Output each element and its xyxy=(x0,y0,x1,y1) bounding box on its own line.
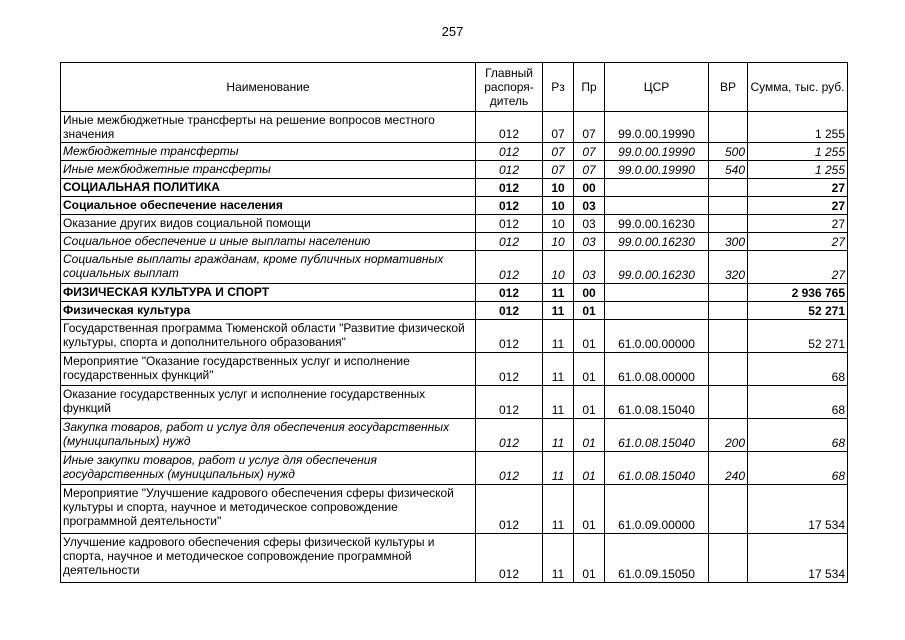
page-number: 257 xyxy=(441,24,464,39)
row-main-manager-cell: 012 xyxy=(476,534,543,583)
row-sum-cell: 27 xyxy=(748,233,848,251)
row-rz-cell: 11 xyxy=(543,485,574,534)
row-sum-cell: 68 xyxy=(748,353,848,386)
row-vr-cell xyxy=(709,302,748,320)
row-csr-cell: 61.0.09.00000 xyxy=(605,485,709,534)
table-row xyxy=(61,353,848,386)
table-row xyxy=(61,485,848,534)
row-main-manager-cell: 012 xyxy=(476,143,543,161)
row-name-cell: Социальные выплаты гражданам, кроме публичных нормативных социальных выплат xyxy=(61,251,476,284)
row-name-cell: Иные закупки товаров, работ и услуг для обеспечения государственных (муниципальных) нужд xyxy=(61,452,476,485)
row-vr-cell: 200 xyxy=(709,419,748,452)
table-row xyxy=(61,320,848,353)
table-row xyxy=(61,215,848,233)
row-name-cell: Межбюджетные трансферты xyxy=(61,143,476,161)
table-header-row xyxy=(61,63,848,112)
header-main-manager: Главный распоря-дитель xyxy=(476,63,543,112)
row-main-manager-cell: 012 xyxy=(476,302,543,320)
row-name-cell: Улучшение кадрового обеспечения сферы физической культуры и спорта, научное и методическое сопровождение программной деятельности xyxy=(61,534,476,583)
row-vr-cell: 540 xyxy=(709,161,748,179)
table-row xyxy=(61,251,848,284)
row-rz-cell: 10 xyxy=(543,197,574,215)
row-rz-cell: 10 xyxy=(543,251,574,284)
row-main-manager-cell: 012 xyxy=(476,386,543,419)
row-csr-cell: 99.0.00.19990 xyxy=(605,112,709,143)
row-main-manager-cell: 012 xyxy=(476,320,543,353)
row-pr-cell: 00 xyxy=(574,179,605,197)
budget-table xyxy=(60,62,848,583)
row-rz-cell: 10 xyxy=(543,233,574,251)
row-pr-cell: 01 xyxy=(574,452,605,485)
row-csr-cell xyxy=(605,284,709,302)
row-rz-cell: 11 xyxy=(543,534,574,583)
row-pr-cell: 03 xyxy=(574,215,605,233)
table-row xyxy=(61,161,848,179)
row-sum-cell: 17 534 xyxy=(748,485,848,534)
row-rz-cell: 11 xyxy=(543,320,574,353)
table-row xyxy=(61,143,848,161)
row-pr-cell: 03 xyxy=(574,197,605,215)
row-pr-cell: 01 xyxy=(574,302,605,320)
header-sum: Сумма, тыс. руб. xyxy=(748,63,848,112)
row-vr-cell xyxy=(709,215,748,233)
table-row xyxy=(61,179,848,197)
row-name-cell: Закупка товаров, работ и услуг для обеспечения государственных (муниципальных) нужд xyxy=(61,419,476,452)
row-pr-cell: 03 xyxy=(574,251,605,284)
row-csr-cell: 99.0.00.19990 xyxy=(605,143,709,161)
row-vr-cell xyxy=(709,179,748,197)
row-rz-cell: 11 xyxy=(543,302,574,320)
table-row xyxy=(61,112,848,143)
row-csr-cell: 99.0.00.16230 xyxy=(605,251,709,284)
header-pr: Пр xyxy=(574,63,605,112)
row-name-cell: Мероприятие "Улучшение кадрового обеспечения сферы физической культуры и спорта, научное и методическое сопровождение программной деятельности" xyxy=(61,485,476,534)
row-csr-cell: 61.0.08.15040 xyxy=(605,386,709,419)
row-pr-cell: 01 xyxy=(574,534,605,583)
row-vr-cell: 300 xyxy=(709,233,748,251)
row-name-cell: Иные межбюджетные трансферты на решение вопросов местного значения xyxy=(61,112,476,143)
row-rz-cell: 10 xyxy=(543,215,574,233)
row-main-manager-cell: 012 xyxy=(476,353,543,386)
row-main-manager-cell: 012 xyxy=(476,452,543,485)
row-pr-cell: 03 xyxy=(574,233,605,251)
row-name-cell: Иные межбюджетные трансферты xyxy=(61,161,476,179)
row-sum-cell: 2 936 765 xyxy=(748,284,848,302)
header-rz: Рз xyxy=(543,63,574,112)
header-name: Наименование xyxy=(61,63,476,112)
row-vr-cell: 240 xyxy=(709,452,748,485)
row-pr-cell: 01 xyxy=(574,353,605,386)
row-csr-cell xyxy=(605,302,709,320)
row-csr-cell: 99.0.00.16230 xyxy=(605,233,709,251)
row-csr-cell: 61.0.08.15040 xyxy=(605,419,709,452)
row-name-cell: Мероприятие "Оказание государственных услуг и исполнение государственных функций" xyxy=(61,353,476,386)
row-name-cell: Оказание государственных услуг и исполнение государственных функций xyxy=(61,386,476,419)
row-name-cell: Социальное обеспечение населения xyxy=(61,197,476,215)
row-rz-cell: 11 xyxy=(543,353,574,386)
row-sum-cell: 27 xyxy=(748,251,848,284)
row-rz-cell: 11 xyxy=(543,386,574,419)
row-name-cell: Социальное обеспечение и иные выплаты населению xyxy=(61,233,476,251)
row-vr-cell: 320 xyxy=(709,251,748,284)
row-rz-cell: 11 xyxy=(543,419,574,452)
row-pr-cell: 01 xyxy=(574,386,605,419)
row-sum-cell: 52 271 xyxy=(748,302,848,320)
row-name-cell: Государственная программа Тюменской области "Развитие физической культуры, спорта и дополнительного образования" xyxy=(61,320,476,353)
row-pr-cell: 01 xyxy=(574,485,605,534)
row-sum-cell: 1 255 xyxy=(748,161,848,179)
row-vr-cell xyxy=(709,534,748,583)
table-row xyxy=(61,419,848,452)
row-vr-cell xyxy=(709,485,748,534)
row-rz-cell: 11 xyxy=(543,452,574,485)
header-csr: ЦСР xyxy=(605,63,709,112)
row-csr-cell: 61.0.08.15040 xyxy=(605,452,709,485)
row-rz-cell: 07 xyxy=(543,112,574,143)
row-pr-cell: 07 xyxy=(574,112,605,143)
row-vr-cell xyxy=(709,320,748,353)
row-sum-cell: 27 xyxy=(748,197,848,215)
row-csr-cell: 99.0.00.19990 xyxy=(605,161,709,179)
row-vr-cell: 500 xyxy=(709,143,748,161)
row-vr-cell xyxy=(709,284,748,302)
row-main-manager-cell: 012 xyxy=(476,485,543,534)
row-name-cell: Оказание других видов социальной помощи xyxy=(61,215,476,233)
row-main-manager-cell: 012 xyxy=(476,179,543,197)
row-csr-cell: 61.0.09.15050 xyxy=(605,534,709,583)
row-main-manager-cell: 012 xyxy=(476,251,543,284)
row-main-manager-cell: 012 xyxy=(476,233,543,251)
row-pr-cell: 01 xyxy=(574,320,605,353)
table-row xyxy=(61,302,848,320)
row-csr-cell: 61.0.00.00000 xyxy=(605,320,709,353)
row-pr-cell: 01 xyxy=(574,419,605,452)
row-rz-cell: 11 xyxy=(543,284,574,302)
row-csr-cell xyxy=(605,197,709,215)
row-sum-cell: 68 xyxy=(748,386,848,419)
header-vr: ВР xyxy=(709,63,748,112)
row-sum-cell: 68 xyxy=(748,452,848,485)
row-sum-cell: 68 xyxy=(748,419,848,452)
row-main-manager-cell: 012 xyxy=(476,284,543,302)
row-pr-cell: 07 xyxy=(574,161,605,179)
row-main-manager-cell: 012 xyxy=(476,197,543,215)
row-vr-cell xyxy=(709,386,748,419)
row-main-manager-cell: 012 xyxy=(476,419,543,452)
row-main-manager-cell: 012 xyxy=(476,161,543,179)
table-row xyxy=(61,452,848,485)
row-pr-cell: 00 xyxy=(574,284,605,302)
row-sum-cell: 27 xyxy=(748,215,848,233)
row-name-cell: Физическая культура xyxy=(61,302,476,320)
table-row xyxy=(61,284,848,302)
row-main-manager-cell: 012 xyxy=(476,215,543,233)
row-csr-cell xyxy=(605,179,709,197)
row-name-cell: ФИЗИЧЕСКАЯ КУЛЬТУРА И СПОРТ xyxy=(61,284,476,302)
row-pr-cell: 07 xyxy=(574,143,605,161)
row-vr-cell xyxy=(709,197,748,215)
row-rz-cell: 10 xyxy=(543,179,574,197)
row-name-cell: СОЦИАЛЬНАЯ ПОЛИТИКА xyxy=(61,179,476,197)
table-row xyxy=(61,233,848,251)
row-rz-cell: 07 xyxy=(543,143,574,161)
row-sum-cell: 52 271 xyxy=(748,320,848,353)
row-csr-cell: 99.0.00.16230 xyxy=(605,215,709,233)
row-rz-cell: 07 xyxy=(543,161,574,179)
row-sum-cell: 17 534 xyxy=(748,534,848,583)
row-sum-cell: 27 xyxy=(748,179,848,197)
row-main-manager-cell: 012 xyxy=(476,112,543,143)
row-sum-cell: 1 255 xyxy=(748,112,848,143)
row-csr-cell: 61.0.08.00000 xyxy=(605,353,709,386)
row-vr-cell xyxy=(709,112,748,143)
row-sum-cell: 1 255 xyxy=(748,143,848,161)
table-row xyxy=(61,534,848,583)
table-row xyxy=(61,197,848,215)
table-row xyxy=(61,386,848,419)
row-vr-cell xyxy=(709,353,748,386)
